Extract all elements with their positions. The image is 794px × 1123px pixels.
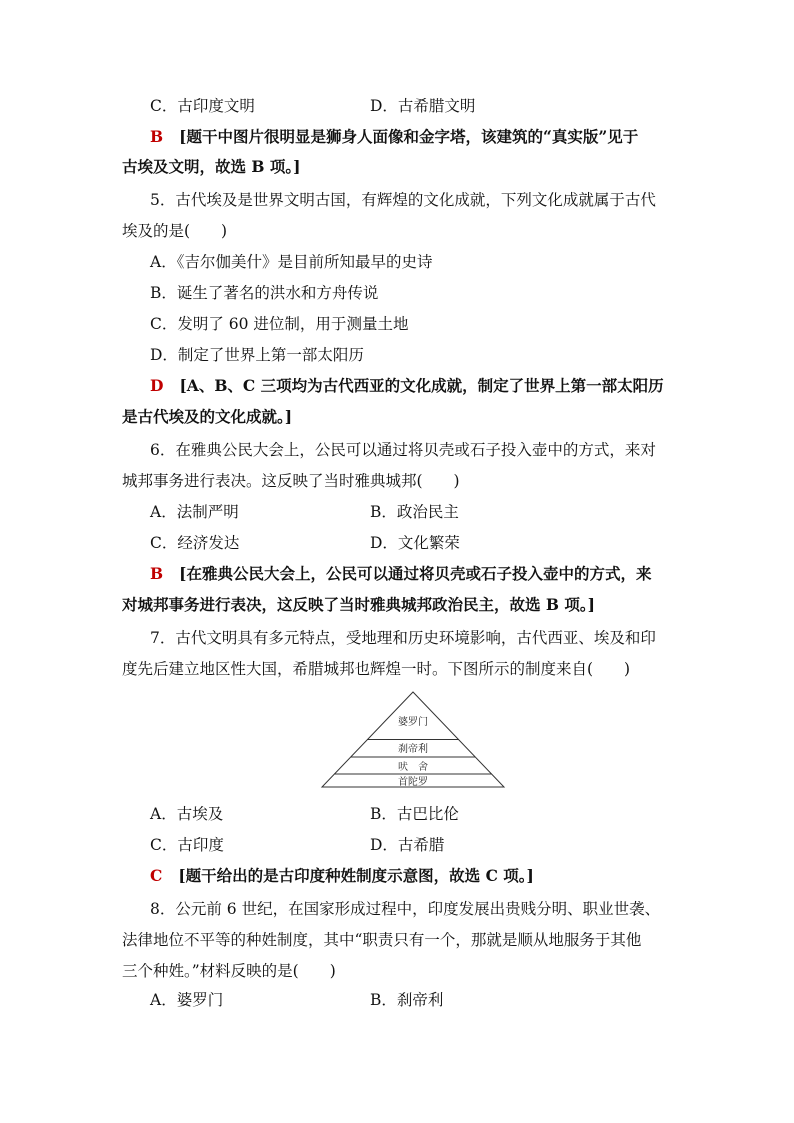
q7-stem-1: 7．古代文明具有多元特点，受地理和历史环境影响，古代西亚、埃及和印 [150, 629, 656, 647]
q4-answer-letter: B [150, 127, 164, 146]
q5-answer-text-2: 是古代埃及的文化成就。] [122, 407, 293, 426]
q6-answer-text-2: 对城邦事务进行表决，这反映了当时雅典城邦政治民主，故选 B 项。] [122, 595, 595, 614]
q4-option-c: C．古印度文明 [150, 97, 255, 115]
q5-answer-text-1: [A、B、C 三项均为古代西亚的文化成就，制定了世界上第一部太阳历 [179, 376, 664, 395]
q6-option-c: C．经济发达 [150, 534, 240, 552]
q7-option-d: D．古希腊 [370, 836, 445, 854]
q6-option-d: D．文化繁荣 [370, 534, 460, 552]
pyramid-level-3: 吠 舍 [398, 762, 428, 773]
q5-stem-1: 5．古代埃及是世界文明古国，有辉煌的文化成就，下列文化成就属于古代 [150, 191, 656, 209]
q6-answer [150, 564, 651, 584]
caste-pyramid-diagram [320, 690, 506, 790]
q7-option-a: A．古埃及 [150, 805, 224, 823]
q8-stem-2: 法律地位不平等的种姓制度，其中“职责只有一个，那就是顺从地服务于其他 [122, 931, 642, 949]
q7-answer [150, 866, 534, 886]
q7-option-b: B．古巴比伦 [370, 805, 459, 823]
q6-stem-2: 城邦事务进行表决。这反映了当时雅典城邦( ) [122, 472, 460, 490]
q5-option-c: C．发明了 60 进位制，用于测量土地 [150, 315, 409, 333]
pyramid-level-4: 首陀罗 [398, 777, 428, 788]
q6-stem-1: 6．在雅典公民大会上，公民可以通过将贝壳或石子投入壶中的方式，来对 [150, 441, 656, 459]
pyramid-level-1: 婆罗门 [398, 717, 428, 728]
q5-stem-2: 埃及的是( ) [122, 222, 228, 240]
q7-stem-2: 度先后建立地区性大国，希腊城邦也辉煌一时。下图所示的制度来自( ) [122, 660, 631, 678]
q5-answer [150, 376, 664, 396]
q6-answer-text-1: [在雅典公民大会上，公民可以通过将贝壳或石子投入壶中的方式，来 [179, 564, 652, 583]
q8-option-b: B．刹帝利 [370, 991, 444, 1009]
q8-option-a: A．婆罗门 [150, 991, 224, 1009]
q6-option-b: B．政治民主 [370, 503, 459, 521]
q4-answer-text-2: 古埃及文明，故选 B 项。] [122, 157, 301, 176]
q5-option-b: B．诞生了著名的洪水和方舟传说 [150, 284, 379, 302]
q7-option-c: C．古印度 [150, 836, 224, 854]
q7-answer-text-1: [题干给出的是古印度种姓制度示意图，故选 C 项。] [178, 866, 534, 885]
q6-answer-letter: B [150, 564, 164, 583]
pyramid-level-2: 刹帝利 [398, 744, 428, 755]
q5-answer-letter: D [150, 376, 164, 395]
q7-answer-letter: C [150, 866, 163, 885]
q5-option-d: D．制定了世界上第一部太阳历 [150, 346, 364, 364]
q8-stem-3: 三个种姓。”材料反映的是( ) [122, 962, 336, 980]
q4-option-d: D．古希腊文明 [370, 97, 476, 115]
q4-answer [150, 127, 638, 147]
q4-answer-text-1: [题干中图片很明显是狮身人面像和金字塔，该建筑的“真实版”见于 [179, 127, 639, 146]
q5-option-a: A．《吉尔伽美什》是目前所知最早的史诗 [150, 253, 433, 271]
q8-stem-1: 8．公元前 6 世纪，在国家形成过程中，印度发展出贵贱分明、职业世袭、 [150, 900, 661, 918]
q6-option-a: A．法制严明 [150, 503, 239, 521]
